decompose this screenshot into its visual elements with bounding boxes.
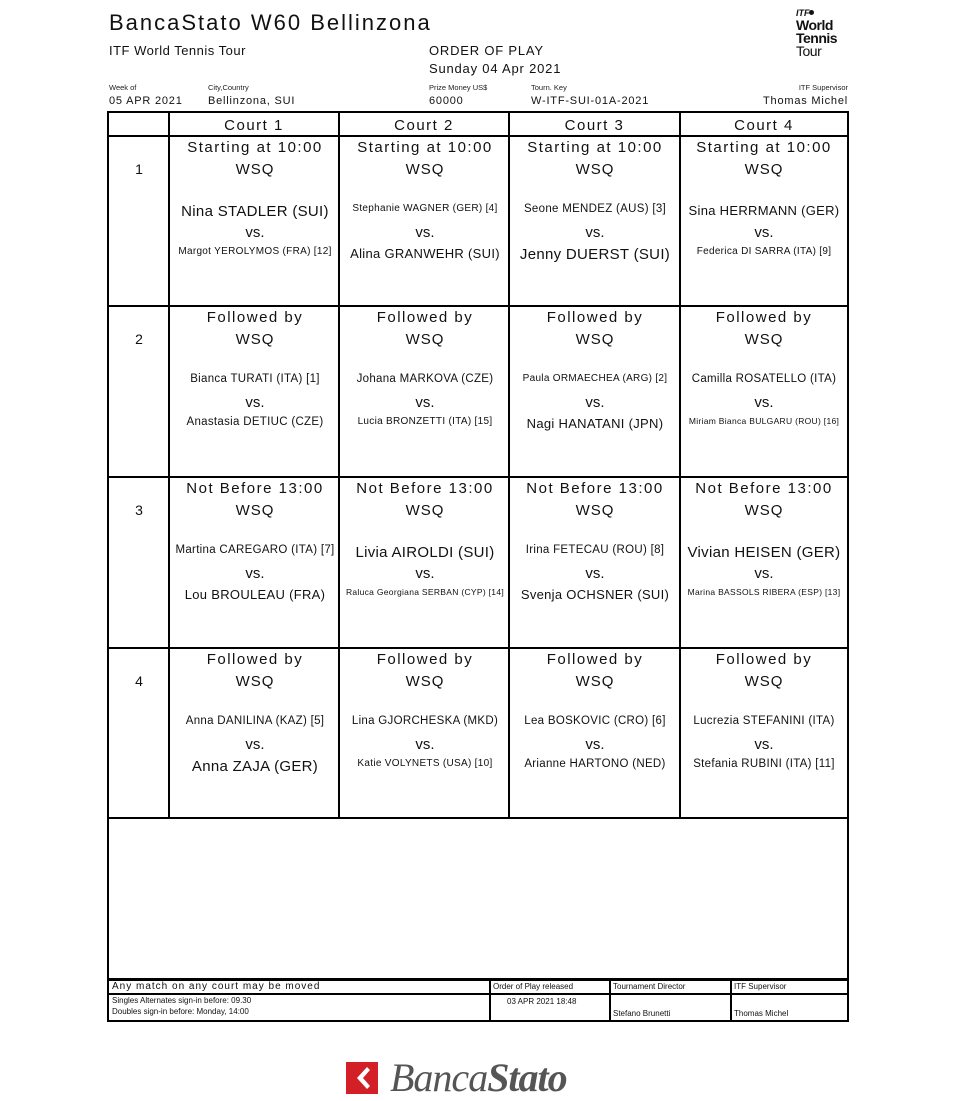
match-cell [510, 137, 680, 306]
supervisor-value: Thomas Michel [763, 95, 848, 107]
order-of-play-grid [107, 111, 849, 981]
match-cell [340, 649, 510, 818]
footer-supervisor-label: ITF Supervisor [734, 982, 787, 991]
court-3-header: Court 3 [564, 117, 625, 134]
week-value: 05 APR 2021 [109, 95, 183, 107]
match-event: WSQ [744, 673, 784, 690]
player-1: Vivian HEISEN (GER) [687, 544, 841, 561]
row-number: 4 [135, 673, 143, 689]
versus: vs. [245, 736, 265, 753]
player-2: Alina GRANWEHR (SUI) [350, 246, 500, 261]
player-2: Svenja OCHSNER (SUI) [520, 587, 670, 602]
player-1: Lea BOSKOVIC (CRO) [6] [524, 715, 666, 727]
player-2: Federica DI SARRA (ITA) [9] [696, 246, 832, 257]
match-event: WSQ [405, 502, 445, 519]
versus: vs. [245, 224, 265, 241]
player-1: Seone MENDEZ (AUS) [3] [523, 203, 667, 215]
match-event: WSQ [235, 502, 275, 519]
match-time: Not Before 13:00 [356, 480, 494, 497]
match-event: WSQ [575, 502, 615, 519]
play-date: Sunday 04 Apr 2021 [429, 61, 562, 76]
tour-subtitle: ITF World Tennis Tour [109, 43, 246, 58]
footer-supervisor-value: Thomas Michel [734, 1009, 789, 1018]
versus: vs. [754, 394, 774, 411]
player-1: Bianca TURATI (ITA) [1] [190, 373, 320, 385]
tourn-key-label: Tourn. Key [531, 83, 567, 92]
versus: vs. [754, 224, 774, 241]
player-1: Anna DANILINA (KAZ) [5] [185, 715, 325, 727]
court-2-header: Court 2 [394, 117, 454, 134]
singles-alternates: Singles Alternates sign-in before: 09.30 [112, 996, 252, 1005]
player-1: Irina FETECAU (ROU) [8] [525, 544, 665, 556]
tournament-title: BancaStato W60 Bellinzona [109, 10, 432, 35]
player-1: Lucrezia STEFANINI (ITA) [693, 715, 835, 727]
match-cell [170, 478, 340, 647]
match-time: Starting at 10:00 [357, 139, 493, 156]
match-time: Followed by [715, 651, 813, 668]
released-label: Order of Play released [493, 982, 574, 991]
player-1: Sina HERRMANN (GER) [688, 203, 840, 218]
match-cell [340, 307, 510, 476]
player-2: Arianne HARTONO (NED) [524, 758, 666, 770]
match-time: Starting at 10:00 [696, 139, 832, 156]
match-cell [681, 137, 847, 306]
match-time: Followed by [376, 651, 474, 668]
match-time: Followed by [376, 309, 474, 326]
city-value: Bellinzona, SUI [208, 95, 296, 107]
match-event: WSQ [235, 673, 275, 690]
match-time: Followed by [715, 309, 813, 326]
row-number: 1 [135, 161, 143, 177]
versus: vs. [585, 565, 605, 582]
player-2: Marina BASSOLS RIBERA (ESP) [13] [687, 587, 841, 597]
match-event: WSQ [575, 673, 615, 690]
match-event: WSQ [405, 673, 445, 690]
prize-value: 60000 [429, 95, 464, 107]
versus: vs. [754, 565, 774, 582]
court-4-header: Court 4 [734, 117, 794, 134]
player-2: Stefania RUBINI (ITA) [11] [693, 758, 835, 770]
released-value: 03 APR 2021 18:48 [507, 997, 577, 1006]
player-2: Jenny DUERST (SUI) [519, 246, 671, 263]
match-cell [340, 478, 510, 647]
player-2: Lou BROULEAU (FRA) [184, 587, 326, 602]
itf-world-tennis-tour-logo: ITF World Tennis Tour [796, 8, 838, 59]
match-event: WSQ [235, 331, 275, 348]
player-1: Livia AIROLDI (SUI) [355, 544, 495, 561]
order-of-play-heading: ORDER OF PLAY [429, 43, 544, 58]
court-1-header: Court 1 [224, 117, 284, 134]
versus: vs. [585, 224, 605, 241]
match-cell [510, 307, 680, 476]
doubles-sign-in: Doubles sign-in before: Monday, 14:00 [112, 1007, 249, 1016]
director-value: Stefano Brunetti [613, 1009, 671, 1018]
player-1: Martina CAREGARO (ITA) [7] [175, 544, 335, 556]
match-time: Not Before 13:00 [526, 480, 664, 497]
row-number: 2 [135, 331, 143, 347]
player-1: Lina GJORCHESKA (MKD) [351, 715, 499, 727]
bancastato-wordmark: BancaStato [390, 1055, 567, 1100]
match-cell [681, 307, 847, 476]
versus: vs. [415, 565, 435, 582]
match-time: Starting at 10:00 [527, 139, 663, 156]
versus: vs. [585, 736, 605, 753]
match-cell [170, 649, 340, 818]
player-2: Miriam Bianca BULGARU (ROU) [16] [688, 416, 840, 426]
match-cell [681, 478, 847, 647]
versus: vs. [415, 394, 435, 411]
match-time: Followed by [206, 651, 304, 668]
bancastato-logo [346, 1056, 616, 1100]
match-event: WSQ [235, 161, 275, 178]
player-2: Lucia BRONZETTI (ITA) [15] [357, 416, 493, 427]
match-cell [340, 137, 510, 306]
row-number: 3 [135, 502, 143, 518]
director-label: Tournament Director [613, 982, 686, 991]
match-event: WSQ [744, 161, 784, 178]
versus: vs. [415, 736, 435, 753]
match-event: WSQ [405, 161, 445, 178]
player-2: Katie VOLYNETS (USA) [10] [357, 758, 493, 769]
tourn-key-value: W-ITF-SUI-01A-2021 [531, 95, 650, 107]
supervisor-label: ITF Supervisor [798, 83, 848, 92]
match-time: Not Before 13:00 [695, 480, 833, 497]
player-2: Anastasia DETIUC (CZE) [186, 416, 324, 428]
versus: vs. [245, 565, 265, 582]
match-event: WSQ [575, 161, 615, 178]
versus: vs. [585, 394, 605, 411]
match-time: Followed by [546, 651, 644, 668]
match-cell [681, 649, 847, 818]
player-1: Nina STADLER (SUI) [181, 203, 329, 220]
match-time: Followed by [206, 309, 304, 326]
versus: vs. [754, 736, 774, 753]
player-1: Stephanie WAGNER (GER) [4] [352, 203, 498, 214]
prize-label: Prize Money US$ [429, 83, 488, 92]
footer-box [107, 978, 849, 1022]
player-2: Margot YEROLYMOS (FRA) [12] [178, 246, 332, 257]
match-cell [170, 137, 340, 306]
week-label: Week of [109, 83, 137, 92]
notice-text: Any match on any court may be moved [112, 981, 321, 992]
bancastato-mark-icon [346, 1062, 378, 1094]
player-2: Nagi HANATANI (JPN) [526, 416, 664, 431]
player-2: Raluca Georgiana SERBAN (CYP) [14] [345, 587, 505, 597]
versus: vs. [415, 224, 435, 241]
player-1: Paula ORMAECHEA (ARG) [2] [522, 373, 668, 384]
match-time: Not Before 13:00 [186, 480, 324, 497]
match-event: WSQ [744, 502, 784, 519]
match-event: WSQ [405, 331, 445, 348]
match-time: Followed by [546, 309, 644, 326]
match-cell [510, 649, 680, 818]
player-1: Camilla ROSATELLO (ITA) [691, 373, 837, 385]
player-1: Johana MARKOVA (CZE) [356, 373, 494, 385]
match-event: WSQ [575, 331, 615, 348]
match-cell [170, 307, 340, 476]
match-cell [510, 478, 680, 647]
player-2: Anna ZAJA (GER) [191, 758, 319, 775]
versus: vs. [245, 394, 265, 411]
match-event: WSQ [744, 331, 784, 348]
city-label: City,Country [208, 83, 249, 92]
match-time: Starting at 10:00 [187, 139, 323, 156]
